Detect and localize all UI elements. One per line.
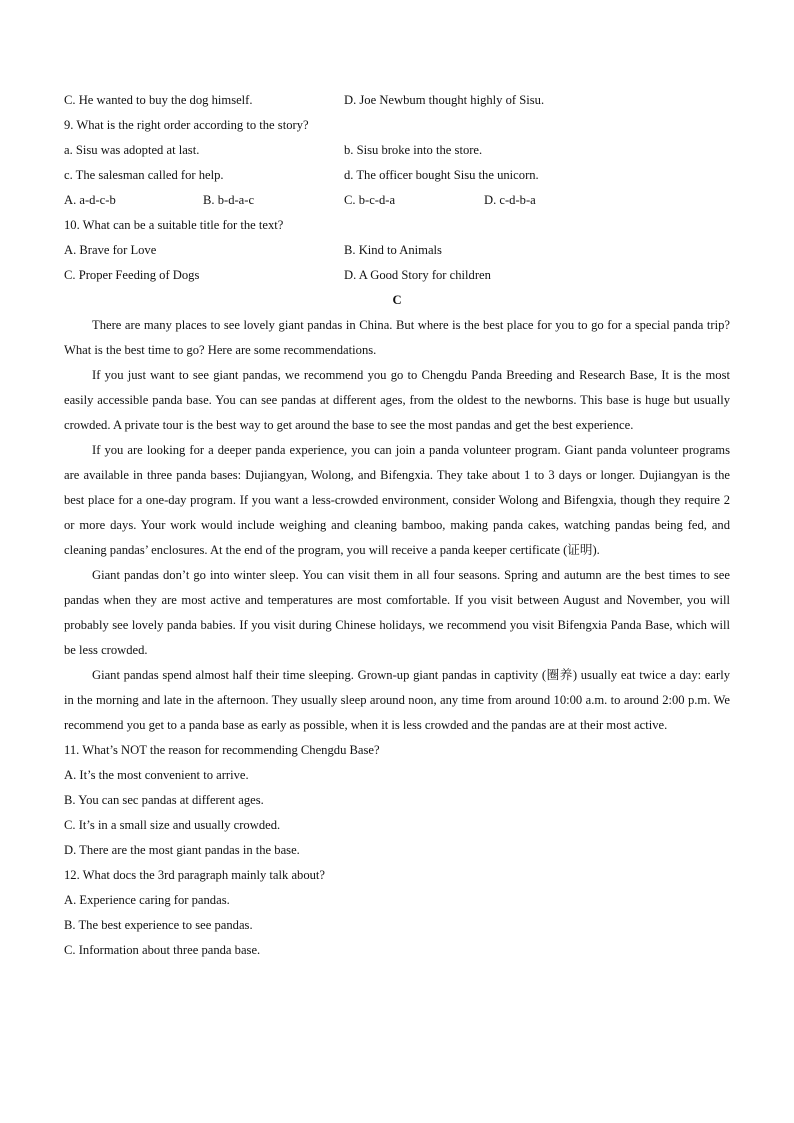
q10-options-row-1 [64,238,730,263]
passage-paragraph-5: Giant pandas spend almost half their time sleeping. Grown-up giant pandas in captivity (圈养) usually eat twice a day: early in the morning and late in the afternoon. They usually sleep around noon, any time from around 10:00 a.m. to around 2:00 p.m. We recommend you get to a panda base as early as possible, when it is less crowded and the pandas are at their most active. [64,668,730,732]
q11-question: 11. What’s NOT the reason for recommending Chengdu Base? [64,743,380,757]
q10-option-a: A. Brave for Love [64,243,157,257]
q8-option-c: C. He wanted to buy the dog himself. [64,93,253,107]
q10-option-d: D. A Good Story for children [344,268,491,282]
q9-event-b: b. Sisu broke into the store. [344,143,483,157]
q10-options-row-2 [64,263,730,288]
q9-event-c: c. The salesman called for help. [64,168,224,182]
q9-events-row-2 [64,163,730,188]
q11-option-a: A. It’s the most convenient to arrive. [64,768,249,782]
q9-option-a: A. a-d-c-b [64,193,116,207]
q10-option-b: B. Kind to Animals [344,243,442,257]
q9-option-d: D. c-d-b-a [484,193,536,207]
q10-question: 10. What can be a suitable title for the text? [64,218,284,232]
q12-option-b: B. The best experience to see pandas. [64,918,253,932]
q12-option-c: C. Information about three panda base. [64,943,261,957]
passage-paragraph-1: There are many places to see lovely giant pandas in China. But where is the best place for you to go for a special panda trip? What is the best time to go? Here are some recommendations. [64,318,730,357]
q9-events-row-1 [64,138,730,163]
q9-question: 9. What is the right order according to the story? [64,118,309,132]
passage-paragraph-2: If you just want to see giant pandas, we recommend you go to Chengdu Panda Breeding and Research Base, It is the most easily accessible panda base. You can see pandas at different ages, from the oldest to the newborns. This base is huge but usually crowded. A private tour is the best way to get around the base to see the most pandas and get the best experience. [64,368,730,432]
q11-option-d: D. There are the most giant pandas in the base. [64,843,300,857]
passage-paragraph-4: Giant pandas don’t go into winter sleep. You can visit them in all four seasons. Spring and autumn are the best times to see pandas when they are most active and temperatures are most comfortable. If you visit between August and November, you will probably see lovely panda babies. If you visit during Chinese holidays, we recommend you visit Bifengxia Panda Base, which will be less crowded. [64,568,730,657]
q8-options-row [64,88,730,113]
exam-page [64,88,730,963]
q9-option-c: C. b-c-d-a [344,193,396,207]
q9-option-b: B. b-d-a-c [203,193,255,207]
q11-option-b: B. You can sec pandas at different ages. [64,793,264,807]
q8-option-d: D. Joe Newbum thought highly of Sisu. [344,93,545,107]
q9-event-d: d. The officer bought Sisu the unicorn. [344,168,539,182]
q9-options-row [64,188,730,213]
section-heading: C [392,293,402,307]
q9-event-a: a. Sisu was adopted at last. [64,143,200,157]
q10-option-c: C. Proper Feeding of Dogs [64,268,200,282]
q11-option-c: C. It’s in a small size and usually crowded. [64,818,281,832]
passage-paragraph-3: If you are looking for a deeper panda experience, you can join a panda volunteer program. Giant panda volunteer programs are available in three panda bases: Dujiangyan, Wolong, and Bifengxia. They take about 1 to 3 days or longer. Dujiangyan is the best place for a one-day program. If you want a less-crowded environment, consider Wolong and Bifengxia, though they require 2 or more days. Your work would include weighing and cleaning bamboo, making panda cakes, watching pandas being fed, and cleaning pandas’ enclosures. At the end of the program, you will receive a panda keeper certificate (证明). [64,443,730,557]
q12-option-a: A. Experience caring for pandas. [64,893,230,907]
q12-question: 12. What docs the 3rd paragraph mainly talk about? [64,868,326,882]
